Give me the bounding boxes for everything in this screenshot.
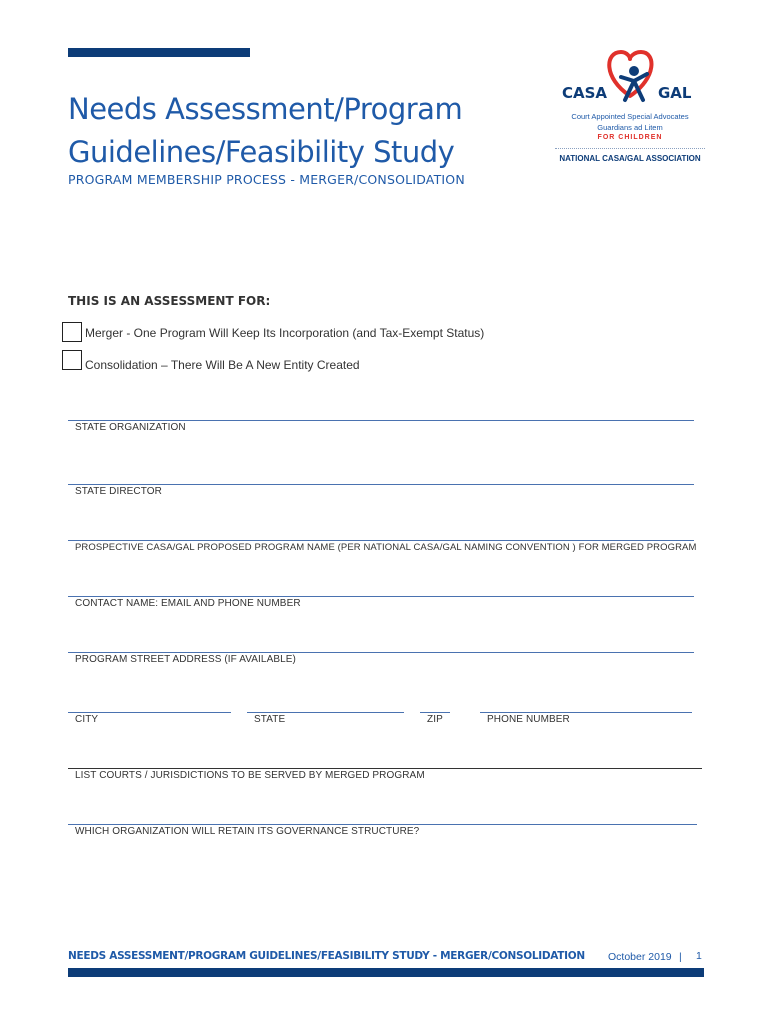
assessment-heading: THIS IS AN ASSESSMENT FOR: <box>68 294 271 308</box>
footer-separator: | <box>679 951 682 963</box>
courts-line[interactable] <box>68 768 702 769</box>
bottom-accent-bar <box>68 968 704 977</box>
state-director-line[interactable] <box>68 484 694 485</box>
merger-checkbox[interactable] <box>62 322 82 342</box>
logo-divider <box>555 148 705 149</box>
page-title <box>68 88 528 174</box>
contact-line[interactable] <box>68 596 694 597</box>
courts-label: LIST COURTS / JURISDICTIONS TO BE SERVED BY MERGED PROGRAM <box>75 770 425 781</box>
phone-line[interactable] <box>480 712 692 713</box>
logo-tagline-2: Guardians ad Litem <box>597 123 663 132</box>
logo-org-name: NATIONAL CASA/GAL ASSOCIATION <box>559 154 701 163</box>
page-number: 1 <box>696 950 702 962</box>
program-name-line[interactable] <box>68 540 694 541</box>
title-line-2: Guidelines/Feasibility Study <box>68 135 455 169</box>
consolidation-option-label: Consolidation – There Will Be A New Entity Created <box>85 358 360 372</box>
address-line[interactable] <box>68 652 694 653</box>
logo-tagline-1: Court Appointed Special Advocates <box>571 112 689 121</box>
logo-casa-word: CASA <box>562 84 608 102</box>
page-subtitle: PROGRAM MEMBERSHIP PROCESS - MERGER/CONSOLIDATION <box>68 172 465 187</box>
zip-line[interactable] <box>420 712 450 713</box>
merger-option-label: Merger - One Program Will Keep Its Incorporation (and Tax-Exempt Status) <box>85 326 485 340</box>
contact-label: CONTACT NAME: EMAIL AND PHONE NUMBER <box>75 598 301 609</box>
consolidation-checkbox[interactable] <box>62 350 82 370</box>
logo-gal-word: GAL <box>658 84 692 102</box>
top-accent-bar <box>68 48 250 57</box>
logo-tagline-3: FOR CHILDREN <box>597 134 663 141</box>
title-line-1: Needs Assessment/Program <box>68 92 463 126</box>
state-label: STATE <box>254 714 286 725</box>
casa-gal-logo <box>555 44 705 166</box>
footer-date: October 2019 <box>608 951 672 963</box>
city-label: CITY <box>75 714 99 725</box>
state-org-label: STATE ORGANIZATION <box>75 422 186 433</box>
governance-label: WHICH ORGANIZATION WILL RETAIN ITS GOVERNANCE STRUCTURE? <box>75 826 420 837</box>
zip-label: ZIP <box>427 714 443 725</box>
footer-title: NEEDS ASSESSMENT/PROGRAM GUIDELINES/FEASIBILITY STUDY - MERGER/CONSOLIDATION <box>68 950 585 962</box>
program-name-label: PROSPECTIVE CASA/GAL PROPOSED PROGRAM NAME (PER NATIONAL CASA/GAL NAMING CONVENTION ) FOR MERGED PROGRAM <box>75 542 697 553</box>
city-line[interactable] <box>68 712 231 713</box>
address-label: PROGRAM STREET ADDRESS (IF AVAILABLE) <box>75 654 296 665</box>
governance-line[interactable] <box>68 824 697 825</box>
state-director-label: STATE DIRECTOR <box>75 486 162 497</box>
state-line[interactable] <box>247 712 404 713</box>
phone-label: PHONE NUMBER <box>487 714 570 725</box>
state-org-line[interactable] <box>68 420 694 421</box>
